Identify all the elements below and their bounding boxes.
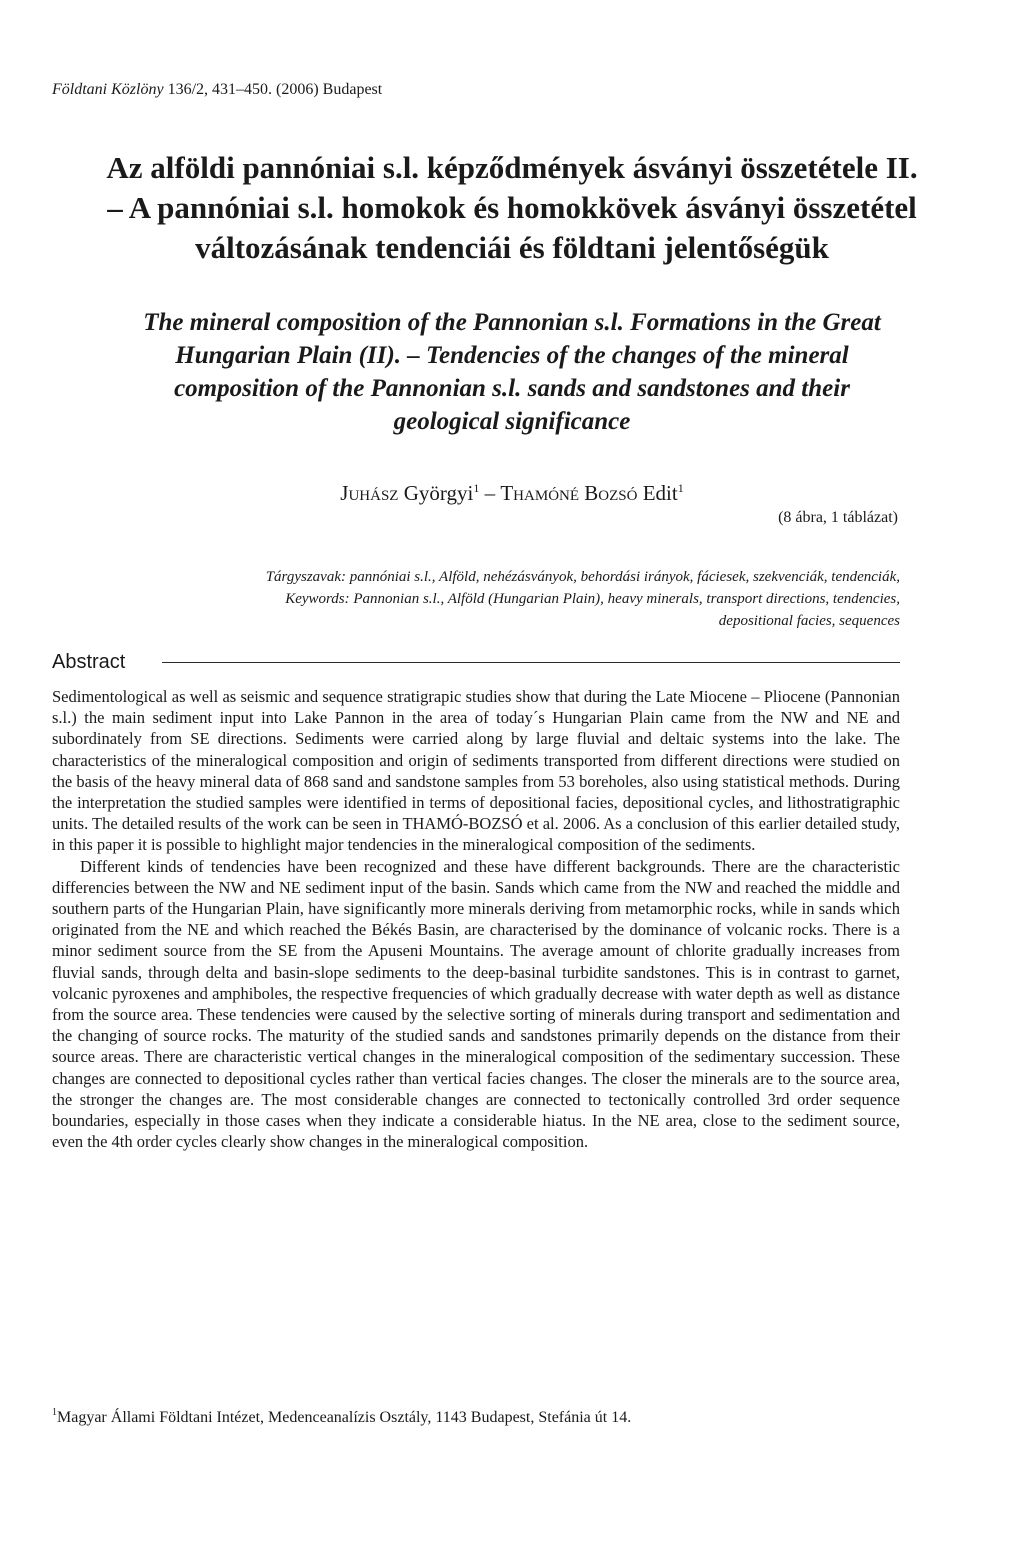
author-2-given-name: Edit: [642, 481, 678, 505]
abstract-body: [52, 686, 900, 1152]
title-english: The mineral composition of the Pannonian s.l. Formations in the Great Hungarian Plain (II). – Tendencies of the changes of the mineral composition of the Pannonian s.l. sands and sandstones and their geological significance: [143, 309, 881, 435]
journal-name: Földtani Közlöny: [52, 81, 164, 98]
keywords-english-line-2: depositional facies, sequences: [718, 613, 900, 629]
author-line: [272, 480, 752, 506]
figure-table-count: (8 ábra, 1 táblázat): [778, 509, 898, 526]
affiliation-footnote: [52, 1408, 631, 1428]
footnote-marker: 1: [52, 1407, 57, 1418]
footnote-text: Magyar Állami Földtani Intézet, Medenceanalízis Osztály, 1143 Budapest, Stefánia út 14.: [57, 1409, 632, 1426]
journal-issue: 136/2, 431–450. (2006) Budapest: [167, 81, 383, 98]
author-2-surname: Thamóné Bozsó: [500, 481, 638, 505]
keywords-english-line-1: Keywords: Pannonian s.l., Alföld (Hungarian Plain), heavy minerals, transport directions, tendencies,: [285, 591, 900, 607]
author-1-affiliation-marker: 1: [473, 481, 480, 495]
abstract-paragraph-1: Sedimentological as well as seismic and sequence stratigrapic studies show that during the Late Miocene – Pliocene (Pannonian s.l.) the main sediment input into Lake Pannon in the area of today´s Hungarian Plain came from the NW and NE and subordinately from SE directions. Sediments were carried along by large fluvial and deltaic systems into the lake. The characteristics of the mineralogical composition and origin of sediments transported from different directions were studied on the basis of the heavy mineral data of 868 sand and sandstone samples from 53 boreholes, also using statistical methods. During the interpretation the studied samples were identified in terms of depositional facies, depositional cycles, and lithostratigraphic units. The detailed results of the work can be seen in THAMÓ-BOZSÓ et al. 2006. As a conclusion of this earlier detailed study, in this paper it is possible to highlight major tendencies in the mineralogical composition of the sediments.: [52, 687, 900, 855]
abstract-paragraph-2: Different kinds of tendencies have been recognized and these have different backgrounds. There are the characteristic differencies between the NW and NE sediment input of the basin. Sands which came from the NW and reached the middle and southern parts of the Hungarian Plain, have significantly more minerals deriving from metamorphic rocks, while in sands which originated from the NE and which reached the Békés Basin, are characterised by the dominance of volcanic rocks. There is a minor sediment source from the SE from the Apuseni Mountains. The average amount of chlorite gradually increases from fluvial sands, through delta and basin-slope sediments to the deep-basinal turbidite sandstones. This is in contrast to garnet, volcanic pyroxenes and amphiboles, the respective frequencies of which gradually decrease with water depth as well as distance from the source area. These tendencies were caused by the selective sorting of minerals during transport and sedimentation and the changing of source rocks. The maturity of the studied sands and sandstones primarily depends on the distance from their source areas. There are characteristic vertical changes in the mineralogical composition of the sedimentary succession. These changes are connected to depositional cycles rather than vertical facies changes. The closer the minerals are to the source area, the stronger the changes are. The most considerable changes are connected to tectonically controlled 3rd order sequence boundaries, especially in those cases when they indicate a considerable hiatus. In the NE area, close to the sediment source, even the 4th order cycles clearly show changes in the mineralogical composition.: [52, 856, 900, 1152]
title-hungarian: Az alföldi pannóniai s.l. képződmények ásványi összetétele II. – A pannóniai s.l. homokok és homokkövek ásványi összetétel változásának tendenciái és földtani jelentőségük: [106, 150, 918, 265]
author-1-given-name: Györgyi: [403, 481, 474, 505]
abstract-divider: [162, 662, 900, 663]
abstract-heading: Abstract: [52, 651, 126, 673]
author-1-surname: Juhász: [340, 481, 399, 505]
author-2-affiliation-marker: 1: [677, 481, 684, 495]
keywords-block: [200, 566, 900, 632]
journal-citation: [52, 80, 382, 100]
author-separator: –: [484, 481, 496, 505]
keywords-hungarian: Tárgyszavak: pannóniai s.l., Alföld, nehézásványok, behordási irányok, fáciesek, szekvenciák, tendenciák,: [265, 569, 900, 585]
